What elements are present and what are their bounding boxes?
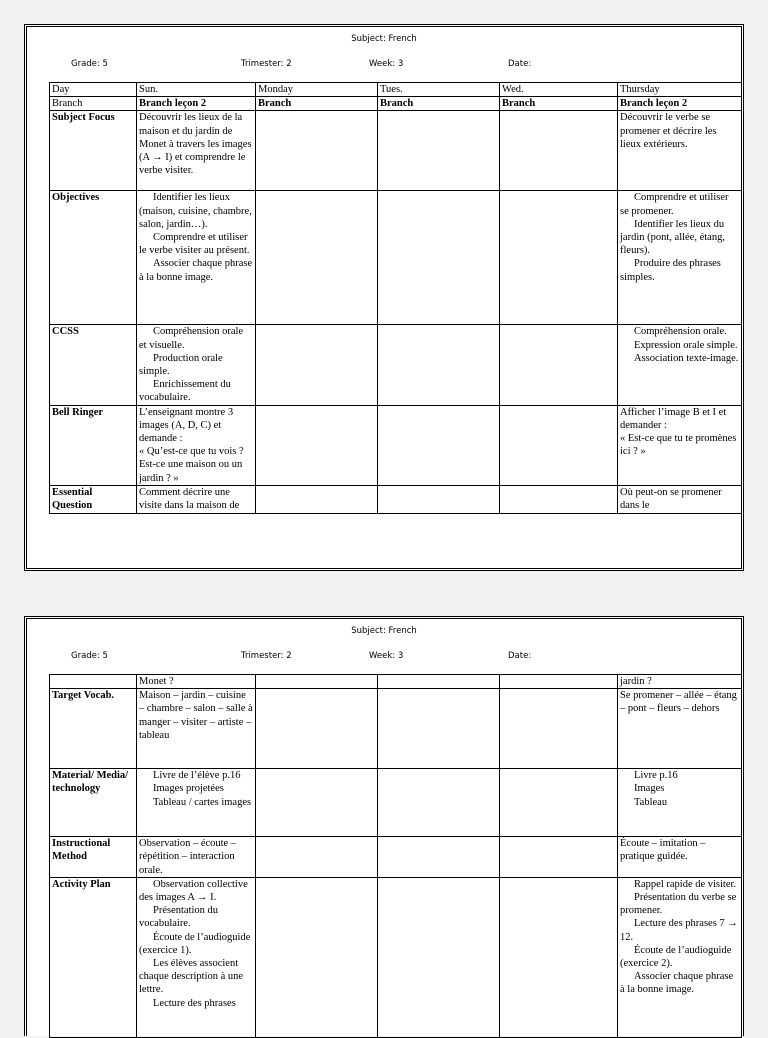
cell-paragraph: Les élèves associent chaque description à une lettre. [139,958,244,996]
day-monday: Monday [256,83,378,97]
instructional-method-thursday [618,837,742,878]
cell-paragraph: Production orale simple. [139,352,223,378]
cell-paragraph: Maison – jardin – cuisine – chambre – salon – salle à manger – visiter – artiste – tableau [139,690,253,741]
subject-focus-tues [378,111,500,191]
activity-plan-tues [378,877,500,1037]
instructional-method-label: Instructional Method [50,837,137,878]
cell-paragraph: Observation – écoute – répétition – interaction orale. [139,838,237,876]
material-media-technology-wed [500,769,618,837]
day-tues: Tues. [378,83,500,97]
row-bell-ringer [50,405,742,485]
ccss-thursday [618,325,742,405]
cell-paragraph: Présentation du vocabulaire. [139,905,219,930]
row-ccss [50,325,742,405]
cell-paragraph: Expression orale simple. [634,339,738,351]
instructional-method-wed [500,837,618,878]
bell-ringer-tues [378,405,500,485]
cell-paragraph: Livre p.16 [634,770,678,782]
branch-thursday: Branch leçon 2 [618,97,742,111]
target-vocab-monday [256,689,378,769]
branch-tues: Branch [378,97,500,111]
objectives-thursday [618,191,742,325]
cell-paragraph: Livre de l’élève p.16 [153,770,241,782]
lesson-plan-page-1 [24,24,744,571]
row-target-vocab [50,689,742,769]
essential-question-wed [500,485,618,513]
essential-question-label: Essential Question [50,485,137,513]
ccss-tues [378,325,500,405]
continuation-wed [500,675,618,689]
cell-paragraph: Lecture des phrases 7 → 12. [620,918,738,943]
lesson-plan-table-continued [49,674,742,1038]
objectives-label: Objectives [50,191,137,325]
bell-ringer-monday [256,405,378,485]
cell-paragraph: Identifier les lieux du jardin (pont, allée, étang, fleurs). [620,218,725,257]
material-media-technology-tues [378,769,500,837]
day-wed: Wed. [500,83,618,97]
week-field: Week: 3 [369,651,404,661]
row-essential-question [50,485,742,513]
cell-paragraph: L’enseignant montre 3 images (A, D, C) et demande : [139,406,234,445]
continuation-thursday: jardin ? [618,675,742,689]
cell-paragraph: Comment décrire une visite dans la maison de [139,486,240,512]
essential-question-sun [137,485,256,513]
activity-plan-wed [500,877,618,1037]
essential-question-tues [378,485,500,513]
target-vocab-sun [137,689,256,769]
cell-paragraph: Observation collective des images A → I. [139,878,248,904]
instructional-method-sun [137,837,256,878]
cell-paragraph: Présentation du verbe se promener. [620,892,737,917]
objectives-sun [137,191,256,325]
essential-question-thursday [618,485,742,513]
instructional-method-tues [378,837,500,878]
cell-paragraph: Produire des phrases simples. [620,258,721,283]
cell-paragraph: Identifier les lieux (maison, cuisine, chambre, salon, jardin…). [139,192,252,230]
ccss-monday [256,325,378,405]
target-vocab-wed [500,689,618,769]
branch-sun: Branch leçon 2 [137,97,256,111]
cell-paragraph: Découvrir le verbe se promener et décrire les lieux extérieurs. [620,112,717,150]
objectives-monday [256,191,378,325]
subject-focus-label: Subject Focus [50,111,137,191]
branch-wed: Branch [500,97,618,111]
ccss-wed [500,325,618,405]
branch-label: Branch [50,97,137,111]
target-vocab-label: Target Vocab. [50,689,137,769]
material-media-technology-sun [137,769,256,837]
lesson-plan-table [49,82,742,514]
week-field: Week: 3 [369,59,404,69]
cell-paragraph: Comprendre et utiliser le verbe visiter au présent. [139,232,250,257]
day-row [50,83,742,97]
row-instructional-method [50,837,742,878]
bell-ringer-thursday [618,405,742,485]
bell-ringer-sun [137,405,256,485]
trimester-field: Trimester: 2 [241,651,292,661]
cell-paragraph: Lecture des phrases [153,997,236,1009]
cell-paragraph: Enrichissement du vocabulaire. [139,379,231,404]
row-subject-focus [50,111,742,191]
branch-row [50,97,742,111]
cell-paragraph: Écoute – imitation – pratique guidée. [620,838,706,863]
cell-paragraph: Où peut-on se promener dans le [620,486,722,512]
cell-paragraph: Associer chaque phrase à la bonne image. [139,258,253,283]
day-sun: Sun. [137,83,256,97]
subject-focus-sun [137,111,256,191]
activity-plan-sun [137,877,256,1037]
continuation-row [50,675,742,689]
subject-header: Subject: French [351,34,417,44]
date-field: Date: [508,651,532,661]
continuation-monday [256,675,378,689]
cell-paragraph: Rappel rapide de visiter. [634,878,737,890]
row-objectives [50,191,742,325]
target-vocab-thursday [618,689,742,769]
target-vocab-tues [378,689,500,769]
subject-header: Subject: French [351,626,417,636]
row-activity-plan [50,877,742,1037]
grade-field: Grade: 5 [71,59,108,69]
cell-paragraph: Se promener – allée – étang – pont – fleurs – dehors [620,690,737,715]
subject-focus-thursday [618,111,742,191]
cell-paragraph: Afficher l’image B et I et demander : [620,406,727,431]
activity-plan-thursday [618,877,742,1037]
cell-paragraph: Écoute de l’audioguide (exercice 1). [139,931,251,956]
continuation-sun: Monet ? [137,675,256,689]
cell-paragraph: « Qu’est-ce que tu vois ? Est-ce une maison ou un jardin ? » [139,446,244,484]
branch-monday: Branch [256,97,378,111]
cell-paragraph: « Est-ce que tu te promènes ici ? » [620,433,737,458]
cell-paragraph: Compréhension orale. [634,326,727,338]
continuation-tues [378,675,500,689]
day-thursday: Thursday [618,83,742,97]
material-media-technology-label: Material/ Media/ technology [50,769,137,837]
material-media-technology-thursday [618,769,742,837]
cell-paragraph: Compréhension orale et visuelle. [139,326,244,351]
cell-paragraph: Tableau [634,796,668,808]
continuation-label [50,675,137,689]
cell-paragraph: Découvrir les lieux de la maison et du jardin de Monet à travers les images (A → I) et comprendre le verbe visiter. [139,112,252,177]
bell-ringer-label: Bell Ringer [50,405,137,485]
cell-paragraph: Comprendre et utiliser se promener. [620,192,729,217]
grade-field: Grade: 5 [71,651,108,661]
row-material-media-technology [50,769,742,837]
cell-paragraph: Tableau / cartes images [153,796,252,808]
date-field: Date: [508,59,532,69]
trimester-field: Trimester: 2 [241,59,292,69]
activity-plan-label: Activity Plan [50,877,137,1037]
cell-paragraph: Écoute de l’audioguide (exercice 2). [620,944,732,970]
subject-focus-monday [256,111,378,191]
objectives-wed [500,191,618,325]
essential-question-monday [256,485,378,513]
cell-paragraph: Association texte-image. [634,352,739,364]
ccss-label: CCSS [50,325,137,405]
subject-focus-wed [500,111,618,191]
material-media-technology-monday [256,769,378,837]
bell-ringer-wed [500,405,618,485]
ccss-sun [137,325,256,405]
cell-paragraph: Associer chaque phrase à la bonne image. [620,971,734,996]
cell-paragraph: Images projetées [153,783,224,795]
lesson-plan-page-2 [24,616,744,1036]
objectives-tues [378,191,500,325]
activity-plan-monday [256,877,378,1037]
day-label: Day [50,83,137,97]
cell-paragraph: Images [634,783,665,795]
instructional-method-monday [256,837,378,878]
